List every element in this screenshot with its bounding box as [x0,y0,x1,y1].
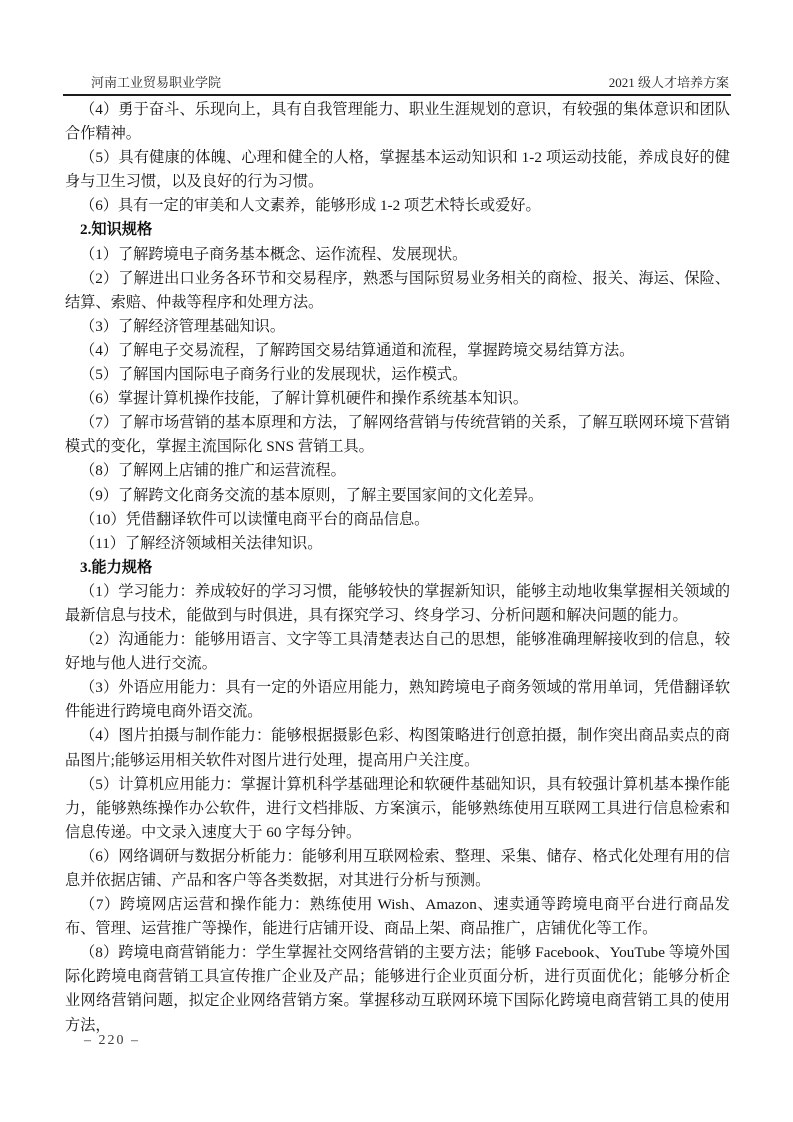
paragraph: （9）了解跨文化商务交流的基本原则，了解主要国家间的文化差异。 [80,486,544,504]
paragraph: （4）勇于奋斗、乐现向上，具有自我管理能力、职业生涯规划的意识，有较强的集体意识和团队合作精神。 [65,101,730,143]
paragraph: （3）外语应用能力：具有一定的外语应用能力，熟知跨境电子商务领域的常用单词，凭借翻译软件能进行跨境电商外语交流。 [65,679,730,721]
paragraph: （5）了解国内国际电子商务行业的发展现状，运作模式。 [80,366,468,384]
paragraph: （8）跨境电商营销能力：学生掌握社交网络营销的主要方法；能够 Facebook、YouTube 等境外国际化跨境电商营销工具宣传推广企业及产品；能够进行企业页面分析，进行页面优化；能够分析企业网络营销问题，拟定企业网络营销方案。掌握移动互联网环境下国际化跨境电商营销工具的使用方法， [65,944,730,1034]
paragraph: （10）凭借翻译软件可以读懂电商平台的商品信息。 [80,510,430,528]
paragraph: （7）跨境网店运营和操作能力：熟练使用 Wish、Amazon、速卖通等跨境电商平台进行商品发布、管理、运营推广等操作，能进行店铺开设、商品上架、商品推广，店铺优化等工作。 [65,896,730,938]
page-number: – 220 – [84,1033,140,1048]
paragraph: （8）了解网上店铺的推广和运营流程。 [80,462,346,480]
paragraph: （2）沟通能力：能够用语言、文字等工具清楚表达自己的思想，能够准确理解接收到的信息，较好地与他人进行交流。 [65,631,730,673]
paragraph: （7）了解市场营销的基本原理和方法，了解网络营销与传统营销的关系，了解互联网环境下营销模式的变化，掌握主流国际化 SNS 营销工具。 [65,414,730,456]
paragraph: （3）了解经济管理基础知识。 [80,317,286,335]
paragraph: （2）了解进出口业务各环节和交易程序，熟悉与国际贸易业务相关的商检、报关、海运、保险、结算、索赔、仲裁等程序和处理方法。 [65,269,730,311]
section-heading: 2.知识规格 [80,221,153,239]
paragraph: （6）掌握计算机操作技能，了解计算机硬件和操作系统基本知识。 [80,390,529,408]
header-document-title: 2021 级人才培养方案 [608,75,729,90]
header-school-name: 河南工业贸易职业学院 [91,75,222,90]
document-body [65,98,730,1038]
paragraph: （4）了解电子交易流程，了解跨国交易结算通道和流程，掌握跨境交易结算方法。 [80,341,635,359]
paragraph: （1）了解跨境电子商务基本概念、运作流程、发展现状。 [80,245,468,263]
paragraph: （5）计算机应用能力：掌握计算机科学基础理论和软硬件基础知识，具有较强计算机基本操作能力，能够熟练操作办公软件，进行文档排版、方案演示，能够熟练使用互联网工具进行信息检索和信息传递。中文录入速度大于 60 字每分钟。 [65,775,730,841]
paragraph: （6）网络调研与数据分析能力：能够利用互联网检索、整理、采集、储存、格式化处理有用的信息并依据店铺、产品和客户等各类数据，对其进行分析与预测。 [65,847,730,889]
paragraph: （4）图片拍摄与制作能力：能够根据摄影色彩、构图策略进行创意拍摄，制作突出商品卖点的商品图片;能够运用相关软件对图片进行处理，提高用户关注度。 [65,727,730,769]
section-heading: 3.能力规格 [80,558,153,576]
paragraph: （5）具有健康的体魄、心理和健全的人格，掌握基本运动知识和 1-2 项运动技能，养成良好的健身与卫生习惯，以及良好的行为习惯。 [65,149,730,191]
paragraph: （1）学习能力：养成较好的学习习惯，能够较快的掌握新知识，能够主动地收集掌握相关领域的最新信息与技术，能做到与时俱进，具有探究学习、终身学习、分析问题和解决问题的能力。 [65,582,730,624]
page-header [63,74,731,96]
paragraph: （6）具有一定的审美和人文素养，能够形成 1-2 项艺术特长或爱好。 [80,197,541,215]
paragraph: （11）了解经济领域相关法律知识。 [80,534,323,552]
